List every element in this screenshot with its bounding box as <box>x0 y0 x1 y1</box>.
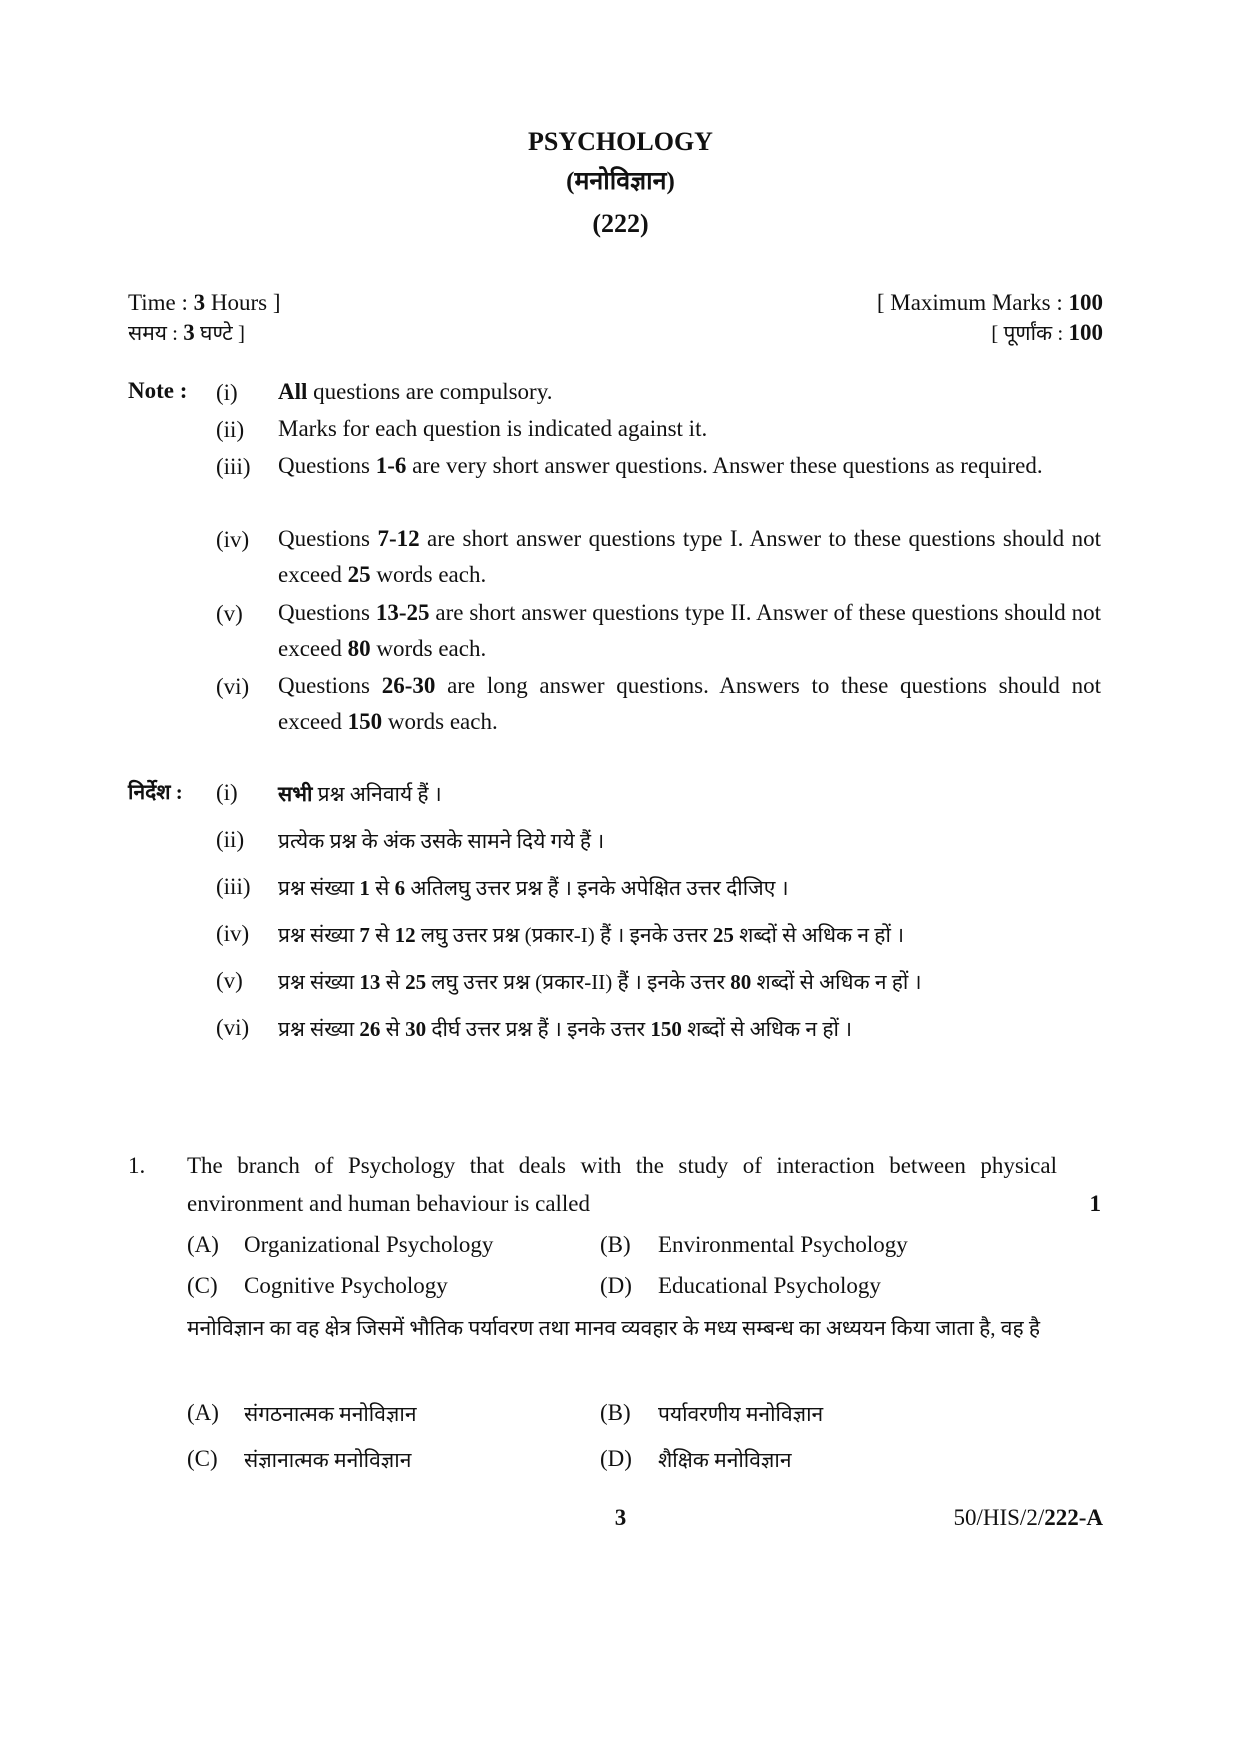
note-hi-num: (ii) <box>216 827 245 852</box>
note-hi-item: प्रश्न संख्या 26 से 30 दीर्घ उत्तर प्रश्न हैं । इनके उत्तर 150 शब्दों से अधिक न हों । <box>278 1017 853 1041</box>
paper-serial-code: 50/HIS/2/222-A <box>953 1505 1103 1530</box>
note-en-item: Marks for each question is indicated against it. <box>278 416 708 441</box>
note-hi-item: प्रश्न संख्या 1 से 6 अतिलघु उत्तर प्रश्न हैं । इनके अपेक्षित उत्तर दीजिए । <box>278 876 789 900</box>
question-text-en: The branch of Psychology that deals with the study of interaction between physical environment and human behaviour is called <box>187 1153 1057 1216</box>
option-label: (C) <box>187 1446 218 1471</box>
paper-subtitle: (मनोविज्ञान) <box>566 168 675 195</box>
note-heading-en: Note : <box>128 378 188 403</box>
note-en-num: (vi) <box>216 674 250 699</box>
note-hi-item: सभी प्रश्न अनिवार्य हैं । <box>278 782 442 806</box>
option-label: (B) <box>600 1400 631 1425</box>
note-en-num: (ii) <box>216 417 245 442</box>
time-en: Time : 3 Hours ] <box>128 290 281 315</box>
option-text: संगठनात्मक मनोविज्ञान <box>244 1402 417 1426</box>
note-en-num: (iv) <box>216 527 250 552</box>
option-text: Environmental Psychology <box>658 1232 908 1257</box>
max-marks-hi: [ पूर्णांक : 100 <box>991 320 1103 345</box>
option-text: संज्ञानात्मक मनोविज्ञान <box>244 1448 412 1472</box>
option-label: (A) <box>187 1232 219 1257</box>
option-text: Cognitive Psychology <box>244 1273 448 1298</box>
note-hi-num: (iii) <box>216 874 251 899</box>
paper-code: (222) <box>592 209 649 238</box>
note-en-item: Questions 13-25 are short answer questions type II. Answer of these questions should not exceed 80 words each. <box>278 600 1102 661</box>
paper-title: PSYCHOLOGY <box>528 127 713 156</box>
note-hi-num: (iv) <box>216 921 250 946</box>
note-hi-num: (vi) <box>216 1015 250 1040</box>
note-hi-item: प्रत्येक प्रश्न के अंक उसके सामने दिये गये हैं । <box>278 829 605 853</box>
note-hi-item: प्रश्न संख्या 13 से 25 लघु उत्तर प्रश्न (प्रकार-II) हैं । इनके उत्तर 80 शब्दों से अधिक न हों । <box>278 970 922 994</box>
option-label: (B) <box>600 1232 631 1257</box>
option-text: पर्यावरणीय मनोविज्ञान <box>658 1402 824 1426</box>
note-en-num: (v) <box>216 601 243 626</box>
question-number: 1. <box>128 1153 146 1178</box>
page-number: 3 <box>614 1505 627 1530</box>
note-hi-item: प्रश्न संख्या 7 से 12 लघु उत्तर प्रश्न (प्रकार-I) हैं । इनके उत्तर 25 शब्दों से अधिक न हों । <box>278 923 905 947</box>
note-heading-hi: निर्देश : <box>128 780 183 804</box>
option-text: शैक्षिक मनोविज्ञान <box>658 1448 792 1472</box>
note-en-item: Questions 26-30 are long answer questions. Answers to these questions should not exceed 150 words each. <box>278 673 1102 734</box>
option-label: (D) <box>600 1273 632 1298</box>
option-label: (A) <box>187 1400 219 1425</box>
option-label: (C) <box>187 1273 218 1298</box>
note-hi-num: (v) <box>216 968 243 993</box>
note-en-item: All questions are compulsory. <box>278 379 553 404</box>
question-marks: 1 <box>1089 1191 1101 1216</box>
max-marks-en: [ Maximum Marks : 100 <box>876 290 1103 315</box>
question-text-hi: मनोविज्ञान का वह क्षेत्र जिसमें भौतिक पर्यावरण तथा मानव व्यवहार के मध्य सम्बन्ध का अध्ययन किया जाता है, वह है <box>187 1316 1041 1340</box>
note-en-num: (iii) <box>216 454 251 479</box>
option-text: Organizational Psychology <box>244 1232 494 1257</box>
note-hi-num: (i) <box>216 780 238 805</box>
option-label: (D) <box>600 1446 632 1471</box>
option-text: Educational Psychology <box>658 1273 881 1298</box>
note-en-num: (i) <box>216 380 238 405</box>
time-hi: समय : 3 घण्टे ] <box>128 320 246 345</box>
note-en-item: Questions 1-6 are very short answer questions. Answer these questions as required. <box>278 453 1043 478</box>
note-en-item: Questions 7-12 are short answer questions type I. Answer to these questions should not exceed 25 words each. <box>278 526 1101 587</box>
